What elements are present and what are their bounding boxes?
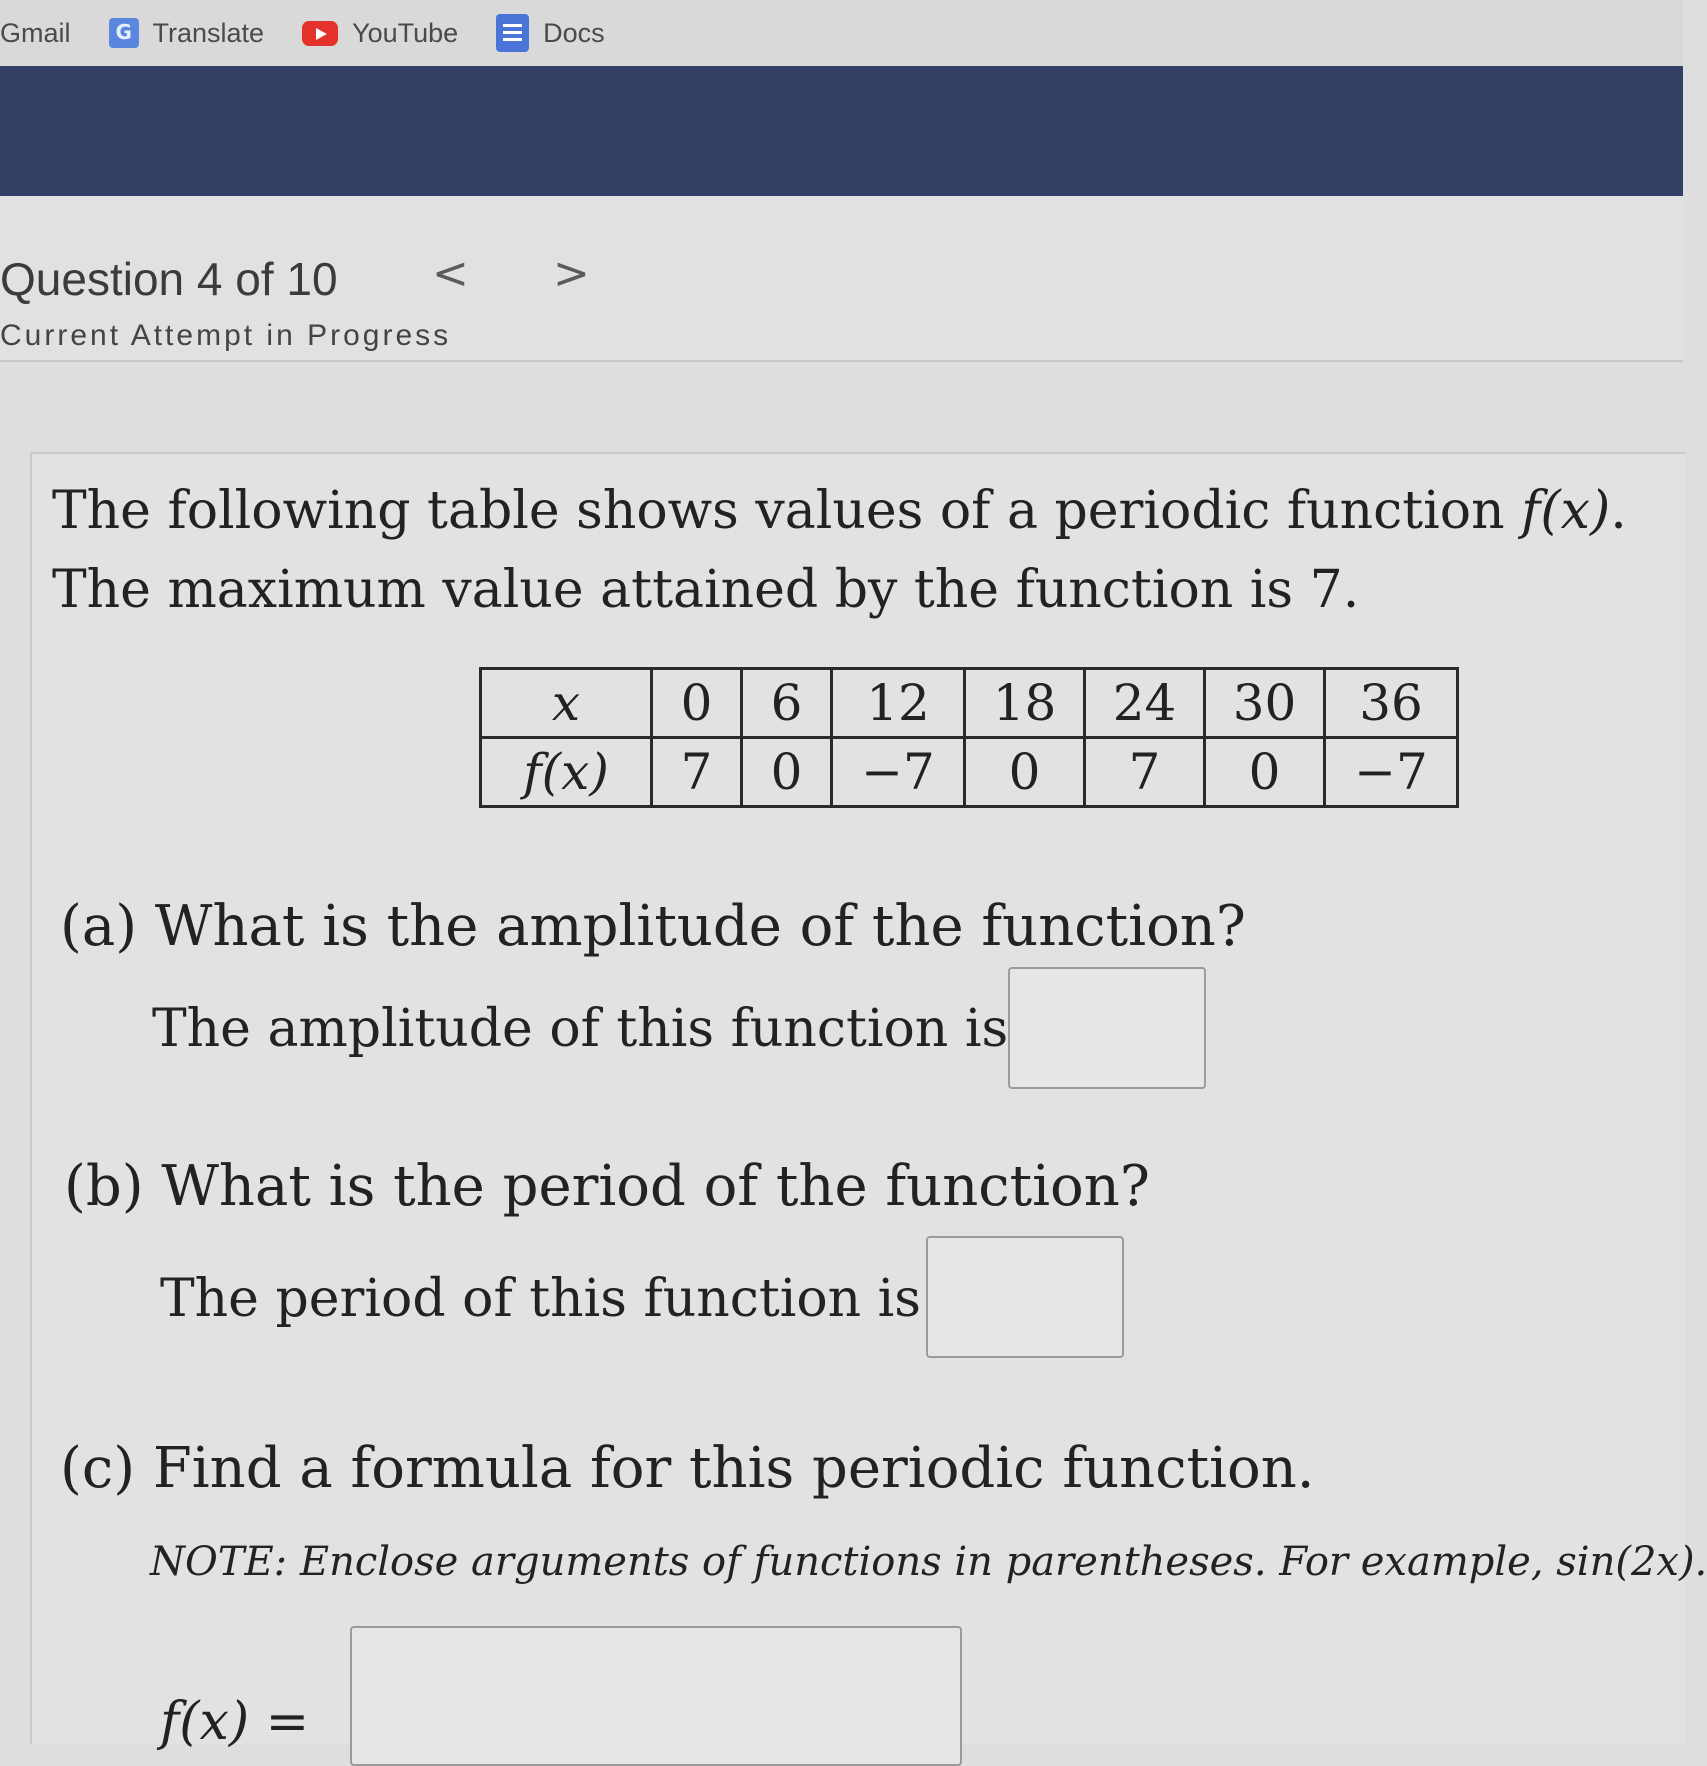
bookmark-docs[interactable] [496,14,605,52]
intro-line1-text: The following table shows values of a periodic function [52,481,1522,541]
docs-icon [496,14,529,52]
part-c-question: (c) Find a formula for this periodic function. [60,1436,1315,1501]
problem-intro [52,472,1627,630]
table-header-x: x [481,669,652,738]
table-cell: −7 [832,738,965,807]
previous-question-icon[interactable]: < [432,248,469,299]
period-answer-input[interactable] [926,1236,1124,1358]
youtube-icon [302,21,338,46]
table-cell: 0 [742,738,832,807]
attempt-status: Current Attempt in Progress [0,319,452,352]
table-row-fx [481,738,1458,807]
intro-function-name: f(x) [1521,481,1611,541]
table-cell: 0 [652,669,742,738]
table-cell: 12 [832,669,965,738]
bookmark-youtube[interactable] [302,18,458,49]
formula-label: f(x) = [160,1692,310,1752]
table-cell: −7 [1325,738,1458,807]
next-question-icon[interactable]: > [553,248,590,299]
table-header-fx: f(x) [481,738,652,807]
amplitude-answer-input[interactable] [1008,967,1206,1089]
table-cell: 18 [965,669,1085,738]
header-banner [0,66,1683,196]
table-cell: 6 [742,669,832,738]
question-title: Question 4 of 10 [0,253,338,305]
table-cell: 24 [1085,669,1205,738]
table-cell: 7 [652,738,742,807]
table-cell: 30 [1205,669,1325,738]
bookmark-youtube-label: YouTube [352,17,459,48]
bookmark-docs-label: Docs [543,17,605,48]
table-cell: 36 [1325,669,1458,738]
part-b-question: (b) What is the period of the function? [64,1154,1150,1219]
translate-icon [109,18,139,48]
bookmark-gmail-label: Gmail [0,17,71,48]
intro-line2-text: The maximum value attained by the function is 7. [52,560,1360,620]
part-b-statement: The period of this function is [160,1269,921,1329]
bookmarks-bar [0,0,1683,66]
bookmark-gmail[interactable] [0,18,71,49]
problem-card [30,452,1707,1752]
formula-answer-input[interactable] [350,1626,962,1766]
bookmark-translate[interactable] [109,18,265,49]
table-cell: 7 [1085,738,1205,807]
bookmark-translate-label: Translate [152,17,265,48]
table-cell: 0 [1205,738,1325,807]
part-a-statement: The amplitude of this function is [152,999,1009,1059]
values-table [479,667,1459,808]
part-c-note: NOTE: Enclose arguments of functions in parentheses. For example, sin(2x). [150,1539,1707,1585]
intro-line1-end: . [1610,481,1627,541]
table-row-x [481,669,1458,738]
table-cell: 0 [965,738,1085,807]
part-a-question: (a) What is the amplitude of the function? [60,894,1246,959]
question-header [0,196,1683,362]
